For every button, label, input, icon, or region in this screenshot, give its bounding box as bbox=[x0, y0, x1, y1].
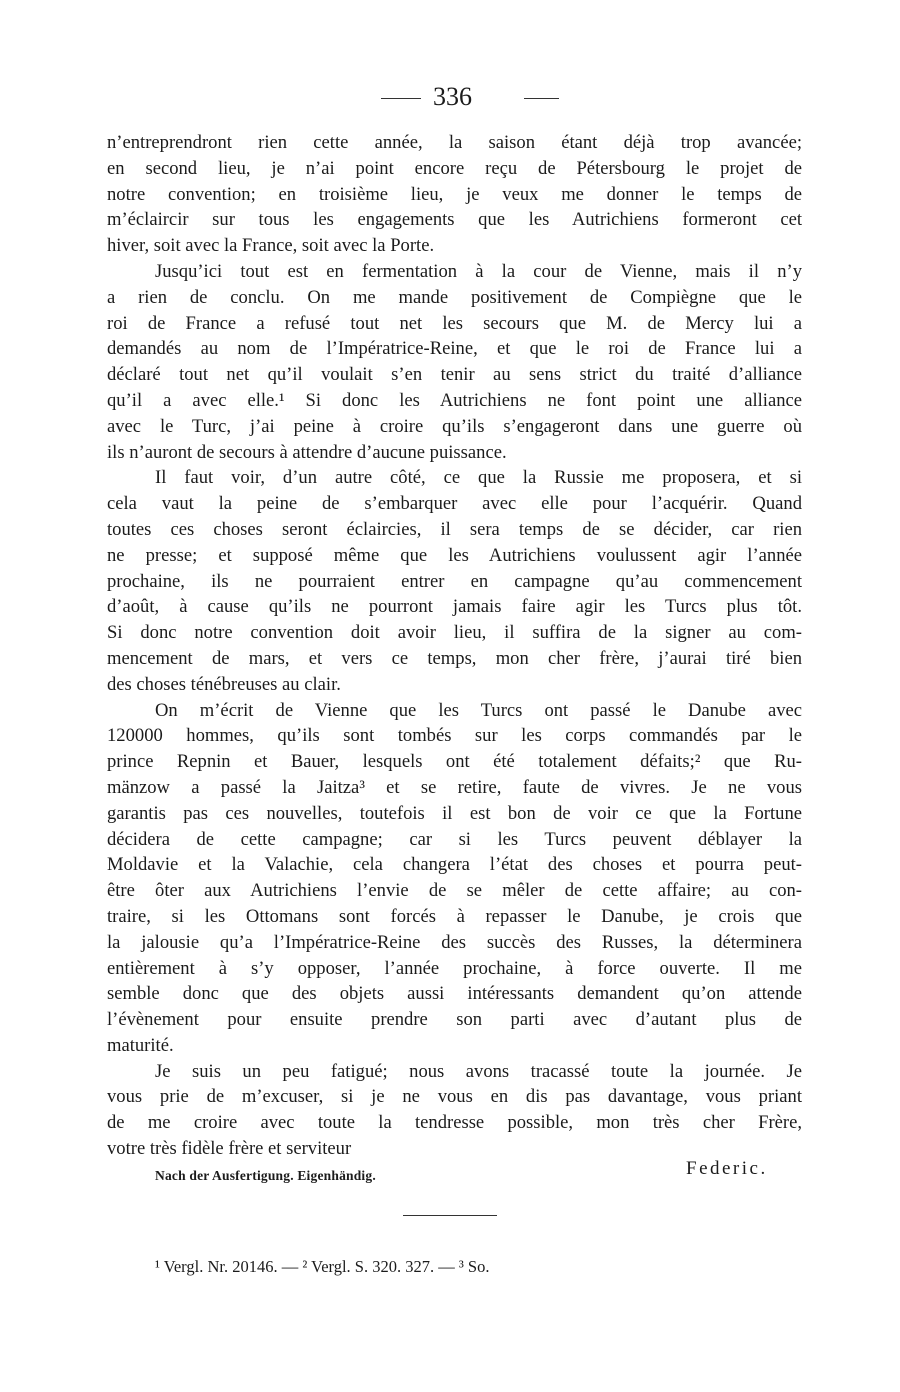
text-line: n’entreprendront rien cette année, la saison étant déjà trop avancée; bbox=[107, 132, 802, 153]
header-dash-left bbox=[381, 98, 421, 99]
text-line: maturité. bbox=[107, 1034, 174, 1056]
text-line: Jusqu’ici tout est en fermentation à la cour de Vienne, mais il n’y bbox=[155, 260, 802, 282]
text-line: des choses ténébreuses au clair. bbox=[107, 673, 341, 695]
text-line: notre convention; en troisième lieu, je veux me donner le temps de bbox=[107, 183, 802, 205]
text-line: cela vaut la peine de s’embarquer avec elle pour l’acquérir. Quand bbox=[107, 493, 802, 515]
text-line: mencement de mars, et vers ce temps, mon cher frère, j’aurai tiré bien bbox=[107, 647, 802, 669]
text-line: prince Repnin et Bauer, lesquels ont été totalement défaits;² que Ru- bbox=[107, 751, 802, 773]
text-line: semble donc que des objets aussi intéressants demandent qu’on attende bbox=[107, 983, 802, 1005]
text-line: traire, si les Ottomans sont forcés à repasser le Danube, je crois que bbox=[107, 905, 802, 927]
closing-row bbox=[107, 1158, 802, 1188]
text-line: Il faut voir, d’un autre côté, ce que la Russie me proposera, et si bbox=[155, 467, 802, 489]
text-line: mänzow a passé la Jaitza³ et se retire, faute de vivres. Je ne vous bbox=[107, 776, 802, 798]
text-line: d’août, à cause qu’ils ne pourront jamais faire agir les Turcs plus tôt. bbox=[107, 596, 802, 618]
text-line: roi de France a refusé tout net les secours que M. de Mercy lui a bbox=[107, 312, 802, 334]
text-line: ils n’auront de secours à attendre d’aucune puissance. bbox=[107, 441, 507, 463]
text-line: prochaine, ils ne pourraient entrer en campagne qu’au commencement bbox=[107, 570, 802, 592]
page-header bbox=[0, 82, 900, 114]
text-line: décidera de cette campagne; car si les Turcs peuvent déblayer la bbox=[107, 828, 802, 850]
text-line: avec le Turc, j’ai peine à croire qu’ils s’engageront dans une guerre où bbox=[107, 415, 802, 437]
text-line: être ôter aux Autrichiens l’envie de se mêler de cette affaire; au con- bbox=[107, 880, 802, 902]
footnotes: ¹ Vergl. Nr. 20146. — ² Vergl. S. 320. 327. — ³ So. bbox=[155, 1257, 490, 1276]
letter-body bbox=[107, 130, 802, 1162]
text-line: a rien de conclu. On me mande positivement de Compiègne que le bbox=[107, 286, 802, 308]
text-line: en second lieu, je n’ai point encore reçu de Pétersbourg le projet de bbox=[107, 157, 802, 179]
text-line: ne presse; et supposé même que les Autrichiens voulussent agir l’année bbox=[107, 544, 802, 566]
text-line: hiver, soit avec la France, soit avec la Porte. bbox=[107, 235, 435, 257]
text-line: entièrement à s’y opposer, l’année prochaine, à force ouverte. Il me bbox=[107, 957, 802, 979]
text-line: m’éclaircir sur tous les engagements que les Autrichiens formeront cet bbox=[107, 209, 802, 231]
text-line: toutes ces choses seront éclaircies, il sera temps de se décider, car rien bbox=[107, 518, 802, 540]
text-line: qu’il a avec elle.¹ Si donc les Autrichiens ne font point une alliance bbox=[107, 389, 802, 411]
text-line: Si donc notre convention doit avoir lieu, il suffira de la signer au com- bbox=[107, 622, 802, 644]
text-line: Moldavie et la Valachie, cela changera l’état des choses et pourra peut- bbox=[107, 854, 802, 876]
text-line: l’évènement pour ensuite prendre son parti avec d’autant plus de bbox=[107, 1009, 802, 1031]
text-line: garantis pas ces nouvelles, toutefois il est bon de voir ce que la Fortune bbox=[107, 802, 802, 824]
text-line: demandés au nom de l’Impératrice-Reine, et que le roi de France lui a bbox=[107, 338, 802, 360]
signature: Federic. bbox=[686, 1158, 768, 1179]
footnote-divider bbox=[403, 1215, 497, 1216]
text-line: déclaré tout net qu’il voulait s’en tenir au sens strict du traité d’alliance bbox=[107, 364, 802, 386]
text-line: 120000 hommes, qu’ils sont tombés sur les corps commandés par le bbox=[107, 725, 802, 747]
text-line: On m’écrit de Vienne que les Turcs ont passé le Danube avec bbox=[155, 699, 802, 721]
text-line: vous prie de m’excuser, si je ne vous en dis pas davantage, vous priant bbox=[107, 1086, 802, 1108]
page-number: 336 bbox=[433, 82, 472, 111]
text-line: de me croire avec toute la tendresse possible, mon très cher Frère, bbox=[107, 1112, 802, 1134]
text-line: votre très fidèle frère et serviteur bbox=[107, 1138, 352, 1160]
text-line: Je suis un peu fatigué; nous avons tracassé toute la journée. Je bbox=[155, 1060, 802, 1082]
header-dash-right bbox=[524, 98, 559, 99]
source-note: Nach der Ausfertigung. Eigenhändig. bbox=[155, 1168, 376, 1183]
text-line: la jalousie qu’a l’Impératrice-Reine des succès des Russes, la déterminera bbox=[107, 931, 802, 953]
